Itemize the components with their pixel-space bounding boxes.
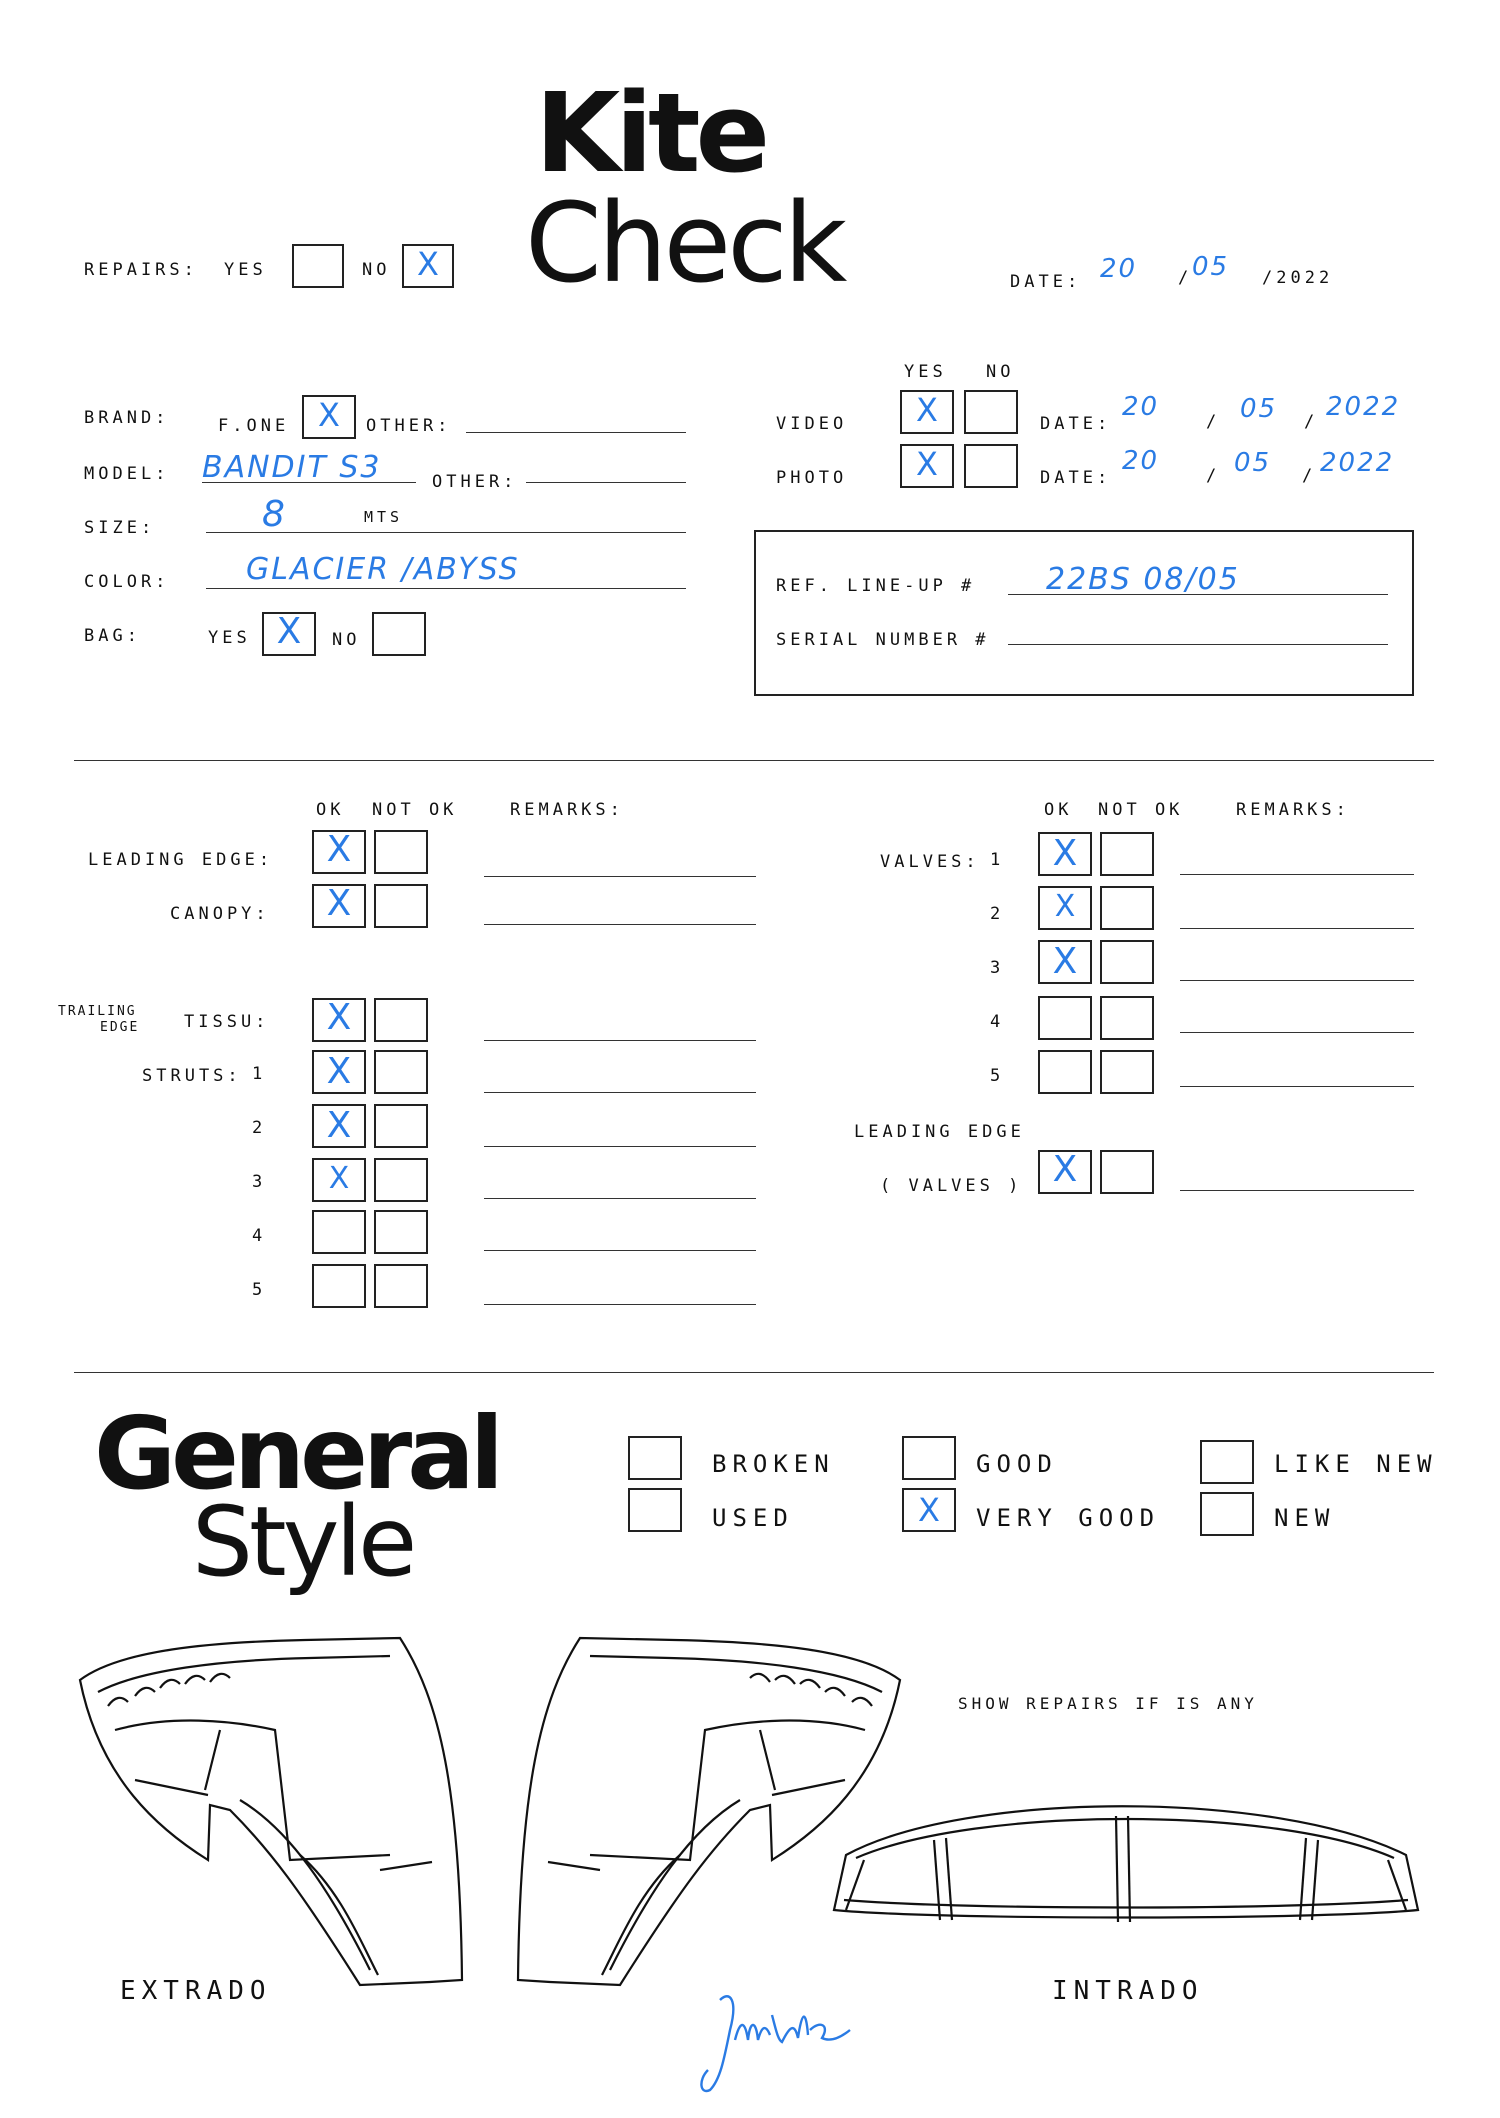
repairs-no-label: NO <box>362 260 391 280</box>
title-check: Check <box>525 179 844 307</box>
strut-3-ok-mark: X <box>328 1161 350 1196</box>
title-style: Style <box>192 1486 414 1598</box>
trailing-edge-label-2: EDGE <box>100 1020 140 1035</box>
valve-1-ok-mark: X <box>1052 833 1078 874</box>
left-notok-header: NOT OK <box>372 800 458 820</box>
strut-2-remarks[interactable] <box>484 1146 756 1147</box>
lineup-value: 22BS 08/05 <box>1046 562 1240 597</box>
struts-label: STRUTS: <box>142 1066 242 1086</box>
canopy-remarks[interactable] <box>484 924 756 925</box>
photo-date-label: DATE: <box>1040 468 1112 488</box>
photo-label: PHOTO <box>776 468 848 488</box>
date-label: DATE: <box>1010 272 1082 292</box>
title-kite: Kite <box>535 69 766 197</box>
strut-5-notok[interactable] <box>374 1264 428 1308</box>
bag-label: BAG: <box>84 626 141 646</box>
title-general: General <box>94 1395 499 1512</box>
media-yes-header: YES <box>904 362 947 382</box>
valves-label: VALVES: <box>880 852 980 872</box>
photo-date-day: 20 <box>1122 446 1160 476</box>
valve-4-remarks[interactable] <box>1180 1032 1414 1033</box>
strut-2-ok-mark: X <box>326 1105 352 1146</box>
model-other-line[interactable] <box>526 482 686 483</box>
valve-5-remarks[interactable] <box>1180 1086 1414 1087</box>
bag-yes-mark: X <box>276 611 302 652</box>
show-repairs-label: SHOW REPAIRS IF IS ANY <box>958 1694 1258 1713</box>
photo-yes-mark: X <box>916 445 938 483</box>
strut-4-notok[interactable] <box>374 1210 428 1254</box>
video-date-slash1: / <box>1206 412 1221 432</box>
photo-date-year: 2022 <box>1320 448 1395 478</box>
tissu-remarks[interactable] <box>484 1040 756 1041</box>
used-checkbox[interactable] <box>628 1488 682 1532</box>
repairs-yes-label: YES <box>224 260 267 280</box>
new-checkbox[interactable] <box>1200 1492 1254 1536</box>
very-good-label: VERY GOOD <box>976 1504 1161 1532</box>
model-label: MODEL: <box>84 464 170 484</box>
strut-num-5: 5 <box>252 1280 267 1300</box>
signature <box>690 1980 890 2100</box>
photo-no-checkbox[interactable] <box>964 444 1018 488</box>
video-date-year: 2022 <box>1326 392 1401 422</box>
le-valves-ok-mark: X <box>1052 1149 1078 1190</box>
strut-1-ok-mark: X <box>326 1051 352 1092</box>
valve-num-5: 5 <box>990 1066 1005 1086</box>
like-new-label: LIKE NEW <box>1274 1450 1438 1478</box>
broken-label: BROKEN <box>712 1450 835 1478</box>
brand-label: BRAND: <box>84 408 170 428</box>
valve-5-notok[interactable] <box>1100 1050 1154 1094</box>
strut-num-2: 2 <box>252 1118 267 1138</box>
repairs-label: REPAIRS: <box>84 260 198 280</box>
used-label: USED <box>712 1504 794 1532</box>
photo-date-month: 05 <box>1234 448 1272 478</box>
date-year: /2022 <box>1262 268 1334 288</box>
extrado-label: EXTRADO <box>120 1976 272 2006</box>
canopy-ok-mark: X <box>326 883 352 924</box>
size-unit: MTS <box>364 508 404 526</box>
size-line[interactable] <box>206 532 686 533</box>
valve-3-notok[interactable] <box>1100 940 1154 984</box>
video-yes-mark: X <box>916 391 938 429</box>
repairs-no-mark: X <box>417 245 439 283</box>
tissu-ok-mark: X <box>326 997 352 1038</box>
intrado-label: INTRADO <box>1052 1976 1204 2006</box>
model-line[interactable] <box>202 482 416 483</box>
strut-3-remarks[interactable] <box>484 1198 756 1199</box>
right-notok-header: NOT OK <box>1098 800 1184 820</box>
valve-4-notok[interactable] <box>1100 996 1154 1040</box>
photo-date-slash1: / <box>1206 466 1221 486</box>
brand-fone-mark: X <box>318 396 340 434</box>
tissu-label: TISSU: <box>184 1012 270 1032</box>
brand-other-line[interactable] <box>466 432 686 433</box>
valve-3-ok-mark: X <box>1052 941 1078 982</box>
leading-edge-ok-mark: X <box>326 829 352 870</box>
strut-num-1: 1 <box>252 1064 267 1084</box>
video-date-month: 05 <box>1240 394 1278 424</box>
strut-5-ok[interactable] <box>312 1264 366 1308</box>
valve-num-1: 1 <box>990 850 1005 870</box>
brand-value: F.ONE <box>218 416 290 436</box>
leading-edge-remarks[interactable] <box>484 876 756 877</box>
strut-num-3: 3 <box>252 1172 267 1192</box>
left-remarks-header: REMARKS: <box>510 800 624 820</box>
valve-num-3: 3 <box>990 958 1005 978</box>
good-checkbox[interactable] <box>902 1436 956 1480</box>
repairs-yes-checkbox[interactable] <box>292 244 344 288</box>
leading-edge-label: LEADING EDGE: <box>88 850 274 870</box>
lineup-label: REF. LINE-UP # <box>776 576 976 596</box>
le-valves-label-2: ( VALVES ) <box>880 1176 1023 1196</box>
video-date-slash2: / <box>1304 412 1319 432</box>
strut-1-remarks[interactable] <box>484 1092 756 1093</box>
trailing-edge-label-1: TRAILING <box>58 1004 137 1019</box>
very-good-mark: X <box>918 1491 940 1529</box>
serial-line[interactable] <box>1008 644 1388 645</box>
video-date-label: DATE: <box>1040 414 1112 434</box>
strut-2-notok[interactable] <box>374 1104 428 1148</box>
media-no-header: NO <box>986 362 1015 382</box>
valve-2-ok-mark: X <box>1054 889 1076 924</box>
le-valves-notok[interactable] <box>1100 1150 1154 1194</box>
leading-edge-notok[interactable] <box>374 830 428 874</box>
kite-intrado-illustration[interactable] <box>816 1760 1436 1940</box>
new-label: NEW <box>1274 1504 1336 1532</box>
valve-5-ok[interactable] <box>1038 1050 1092 1094</box>
tissu-notok[interactable] <box>374 998 428 1042</box>
strut-5-remarks[interactable] <box>484 1304 756 1305</box>
date-month: 05 <box>1192 252 1230 282</box>
serial-label: SERIAL NUMBER # <box>776 630 990 650</box>
strut-1-notok[interactable] <box>374 1050 428 1094</box>
le-valves-remarks[interactable] <box>1180 1190 1414 1191</box>
bag-no-checkbox[interactable] <box>372 612 426 656</box>
valve-num-4: 4 <box>990 1012 1005 1032</box>
strut-3-notok[interactable] <box>374 1158 428 1202</box>
divider-top <box>74 760 1434 761</box>
valve-4-ok[interactable] <box>1038 996 1092 1040</box>
canopy-notok[interactable] <box>374 884 428 928</box>
left-ok-header: OK <box>316 800 345 820</box>
strut-num-4: 4 <box>252 1226 267 1246</box>
le-valves-label-1: LEADING EDGE <box>854 1122 1025 1142</box>
size-label: SIZE: <box>84 518 156 538</box>
like-new-checkbox[interactable] <box>1200 1440 1254 1484</box>
strut-4-ok[interactable] <box>312 1210 366 1254</box>
video-date-day: 20 <box>1122 392 1160 422</box>
valve-1-notok[interactable] <box>1100 832 1154 876</box>
right-ok-header: OK <box>1044 800 1073 820</box>
valve-2-remarks[interactable] <box>1180 928 1414 929</box>
brand-other-label: OTHER: <box>366 416 452 436</box>
valve-2-notok[interactable] <box>1100 886 1154 930</box>
size-value: 8 <box>262 494 287 535</box>
photo-date-slash2: / <box>1302 466 1317 486</box>
valve-3-remarks[interactable] <box>1180 980 1414 981</box>
right-remarks-header: REMARKS: <box>1236 800 1350 820</box>
date-slash-1: / <box>1178 268 1193 288</box>
color-label: COLOR: <box>84 572 170 592</box>
bag-yes-label: YES <box>208 628 251 648</box>
date-day: 20 <box>1100 254 1138 284</box>
video-label: VIDEO <box>776 414 848 434</box>
model-value: BANDIT S3 <box>202 450 382 485</box>
video-no-checkbox[interactable] <box>964 390 1018 434</box>
reference-panel <box>754 530 1414 696</box>
broken-checkbox[interactable] <box>628 1436 682 1480</box>
lineup-line[interactable] <box>1008 594 1388 595</box>
strut-4-remarks[interactable] <box>484 1250 756 1251</box>
divider-middle <box>74 1372 1434 1373</box>
good-label: GOOD <box>976 1450 1058 1478</box>
color-value: GLACIER /ABYSS <box>246 552 520 587</box>
valve-num-2: 2 <box>990 904 1005 924</box>
valve-1-remarks[interactable] <box>1180 874 1414 875</box>
model-other-label: OTHER: <box>432 472 518 492</box>
canopy-label: CANOPY: <box>170 904 270 924</box>
bag-no-label: NO <box>332 630 361 650</box>
color-line[interactable] <box>206 588 686 589</box>
